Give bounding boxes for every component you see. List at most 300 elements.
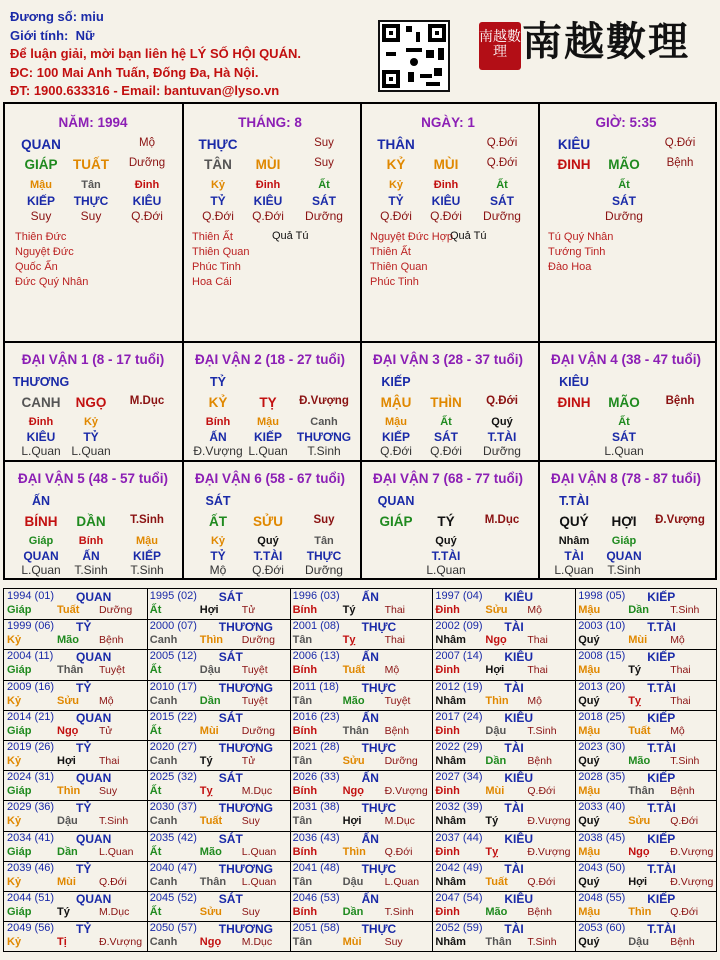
- dai-van-hidden: Bính: [78, 535, 104, 547]
- dai-van-title: ĐẠI VẬN 8 (78 - 87 tuổi): [550, 471, 702, 486]
- year-stage: Thai: [527, 664, 548, 677]
- year-stage: Đ.Vượng: [384, 785, 428, 798]
- year-branch: Tỵ: [342, 634, 356, 647]
- year-god: TÀI: [504, 680, 524, 695]
- dai-van-hidden-gods: SÁT: [612, 430, 636, 444]
- year-branch: Ngọ: [342, 785, 364, 798]
- year-stage: Bệnh: [670, 936, 695, 949]
- dai-van-god: KIÊU: [559, 375, 589, 389]
- year-branch: Thân: [342, 724, 369, 737]
- pillar-hidden: Ất: [318, 179, 330, 191]
- year-cell: [575, 831, 718, 861]
- year-cell: [4, 740, 147, 770]
- dai-van-hidden-stages-row: [5, 563, 181, 577]
- year-cell: [432, 589, 575, 619]
- dai-van-hidden-stages: L.Quan: [21, 563, 61, 577]
- pillar-cell: [538, 104, 714, 340]
- pillar-hidden-gods: SÁT: [490, 194, 514, 208]
- dai-van-stage: Q.Đới: [486, 395, 518, 407]
- year-god: THƯƠNG: [218, 680, 273, 695]
- year-stem: Canh: [149, 875, 178, 888]
- year-branch: Dần: [628, 604, 649, 616]
- year-stem: Ất: [149, 845, 162, 858]
- year-stage: M.Dục: [241, 785, 273, 798]
- year-label: 2012 (19): [435, 680, 483, 693]
- dai-van-hidden-gods: QUAN: [606, 549, 642, 563]
- year-label: 2010 (17): [149, 680, 197, 693]
- year-label: 2050 (57): [149, 922, 197, 935]
- year-cell: [290, 921, 433, 951]
- dai-van-hidden-stages-row: [5, 444, 181, 458]
- pillar-hidden-row: [5, 179, 181, 193]
- year-god: KIẾP: [647, 710, 676, 725]
- pillar-stage: Q.Đới: [486, 157, 518, 169]
- year-label: 2046 (53): [292, 892, 340, 904]
- dai-van-hidden: Tân: [314, 535, 334, 547]
- year-label: 2052 (59): [435, 922, 483, 935]
- pillar-hidden-gods: KIÊU: [253, 194, 283, 208]
- year-label: 2035 (42): [149, 831, 197, 844]
- year-label: 2028 (35): [578, 771, 626, 784]
- chart-header: [10, 8, 340, 101]
- year-god: TỶ: [76, 801, 92, 816]
- dai-van-cell: [182, 462, 358, 580]
- dai-van-god: ẤN: [31, 494, 51, 508]
- year-label: 2024 (31): [7, 771, 55, 784]
- year-god: KIẾP: [647, 831, 676, 846]
- pillar-stars: [192, 230, 249, 290]
- year-cell: [432, 800, 575, 830]
- dai-van-god: T.TÀI: [559, 494, 589, 508]
- dai-van-hidden-gods: KIẾP: [132, 549, 161, 563]
- pillar-god: QUAN: [21, 137, 61, 152]
- pillar-hidden-gods: TỶ: [388, 194, 404, 208]
- year-branch: Dần: [485, 755, 507, 767]
- year-label: 2048 (55): [578, 892, 626, 904]
- pillar-god-row: [5, 137, 181, 151]
- dai-van-hidden-gods-row: [182, 430, 358, 444]
- dai-van-stem: ĐINH: [557, 395, 591, 410]
- pillar-hidden-stages-row: [5, 209, 181, 223]
- dai-van-stem: GIÁP: [379, 514, 413, 529]
- pillar-extra-star: Quả Tú: [450, 230, 487, 242]
- year-stage: M.Dục: [99, 906, 130, 918]
- star-name: Tú Quý Nhân: [548, 231, 614, 243]
- address: ĐC: 100 Mai Anh Tuấn, Đống Đa, Hà Nội.: [10, 64, 259, 80]
- year-cell: [290, 891, 433, 921]
- pillar-stars: [548, 230, 613, 275]
- star-name: Thiên Quan: [192, 246, 250, 258]
- pillar-hidden: Kỷ: [210, 179, 226, 191]
- year-stage: Dưỡng: [241, 724, 275, 737]
- year-label: 2020 (27): [149, 741, 197, 753]
- year-branch: Thìn: [57, 785, 81, 798]
- pillar-god-note: Mộ: [139, 137, 155, 149]
- year-label: 2033 (40): [578, 801, 626, 814]
- year-cell: [575, 589, 718, 619]
- year-stem: Kỷ: [7, 815, 22, 828]
- dai-van-hidden: Ất: [440, 416, 452, 428]
- year-cell: [147, 831, 290, 861]
- dai-van-hidden-stages: Mộ: [209, 563, 227, 577]
- pillar-hidden-gods: KIÊU: [431, 194, 461, 208]
- year-label: 2011 (18): [292, 680, 339, 693]
- dai-van-hidden-gods: TỶ: [83, 430, 99, 444]
- dai-van-hidden: Nhâm: [558, 535, 590, 547]
- year-cell: [432, 891, 575, 921]
- dai-van-hidden-gods-row: [5, 430, 181, 444]
- year-stem: Ất: [149, 664, 162, 677]
- year-stem: Mậu: [578, 664, 601, 677]
- year-stem: Bính: [292, 664, 318, 677]
- year-stem: Kỷ: [7, 694, 22, 707]
- dai-van-stem-row: [5, 395, 181, 409]
- year-branch: Mão: [485, 906, 508, 918]
- year-stage: Q.Đới: [527, 875, 556, 888]
- year-branch: Thìn: [199, 634, 224, 647]
- pillar-stem: GIÁP: [24, 157, 58, 172]
- pillar-hidden-row: [538, 179, 714, 193]
- year-cell: [4, 589, 147, 619]
- pillar-stage: Bệnh: [666, 157, 694, 169]
- year-stem: Giáp: [7, 845, 32, 858]
- dai-van-hidden: Giáp: [611, 535, 637, 547]
- dai-van-cell: [5, 462, 181, 580]
- year-branch: Dần: [57, 845, 78, 858]
- dai-van-god-row: [538, 375, 714, 389]
- year-label: 2007 (14): [435, 650, 483, 663]
- pillar-cell: [5, 104, 181, 340]
- year-cell: [432, 710, 575, 740]
- year-stem: Bính: [292, 845, 318, 858]
- year-stage: Tử: [99, 724, 113, 737]
- dai-van-hidden-stages-row: [182, 444, 358, 458]
- year-stage: Bệnh: [384, 724, 410, 737]
- year-stem: Ất: [149, 604, 162, 616]
- year-label: 2041 (48): [292, 861, 340, 874]
- star-name: Thiên Ất: [192, 231, 233, 243]
- dai-van-hidden: Canh: [310, 416, 338, 428]
- year-stage: Đ.Vượng: [670, 845, 714, 858]
- year-god: THƯƠNG: [218, 861, 273, 876]
- year-branch: Mão: [57, 634, 79, 647]
- year-god: KIÊU: [504, 710, 534, 725]
- dai-van-god: QUAN: [377, 494, 415, 508]
- pillar-title: GIỜ: 5:35: [595, 115, 657, 130]
- year-stem: Canh: [149, 815, 178, 828]
- dai-van-hidden: Mậu: [385, 416, 407, 428]
- year-stem: Giáp: [7, 604, 32, 616]
- year-label: 2032 (39): [435, 801, 483, 814]
- year-branch: Ngọ: [57, 724, 79, 737]
- year-stem: Quý: [578, 694, 600, 707]
- year-branch: Ngọ: [485, 634, 507, 647]
- year-stem: Nhâm: [435, 936, 466, 949]
- dai-van-hidden: Bính: [205, 416, 231, 428]
- dai-van-title: ĐẠI VẬN 7 (68 - 77 tuổi): [372, 471, 524, 486]
- star-name: Đức Quý Nhân: [15, 276, 89, 288]
- year-stage: Q.Đới: [670, 906, 699, 918]
- year-cell: [147, 649, 290, 679]
- year-stem: Quý: [578, 936, 600, 949]
- dai-van-title: ĐẠI VẬN 1 (8 - 17 tuổi): [21, 352, 165, 367]
- year-stage: Suy: [241, 815, 260, 828]
- pillar-god: KIÊU: [557, 137, 591, 152]
- dai-van-stem-row: [182, 514, 358, 528]
- star-name: Hoa Cái: [192, 276, 232, 288]
- year-cell: [147, 770, 290, 800]
- year-label: 2005 (12): [149, 650, 197, 663]
- year-label: 2013 (20): [578, 680, 626, 693]
- year-cell: [147, 589, 290, 619]
- star-name: Đào Hoa: [548, 261, 592, 273]
- year-branch: Hợi: [628, 875, 648, 888]
- year-cell: [290, 831, 433, 861]
- year-stem: Bính: [292, 785, 318, 798]
- year-god: TỶ: [76, 620, 92, 635]
- year-cell: [432, 680, 575, 710]
- year-god: SÁT: [218, 590, 243, 604]
- year-cell: [575, 680, 718, 710]
- pillar-title: NĂM: 1994: [58, 115, 128, 130]
- year-god: THƯƠNG: [218, 922, 273, 937]
- dai-van-hidden-row: [182, 535, 358, 549]
- year-branch: Tị: [57, 936, 67, 949]
- year-stage: Tử: [241, 755, 256, 767]
- year-branch: Thìn: [342, 845, 366, 858]
- year-god: SÁT: [218, 710, 243, 725]
- year-stage: Dưỡng: [384, 755, 418, 767]
- year-branch: Tý: [57, 906, 70, 918]
- year-god: TÀI: [504, 620, 524, 635]
- year-stage: Thai: [527, 634, 548, 647]
- dai-van-hidden-stages: T.Sinh: [307, 444, 341, 458]
- dai-van-cell: [538, 343, 714, 461]
- year-stage: Dưỡng: [99, 604, 133, 616]
- year-branch: Tý: [199, 755, 213, 767]
- year-label: 1998 (05): [578, 590, 626, 602]
- dai-van-branch: TÝ: [437, 514, 455, 529]
- year-stage: Mộ: [527, 694, 542, 707]
- year-god: QUAN: [76, 771, 112, 786]
- year-branch: Thân: [485, 936, 512, 949]
- year-stage: L.Quan: [241, 875, 277, 888]
- year-branch: Tuất: [57, 604, 80, 616]
- year-cell: [4, 800, 147, 830]
- year-stem: Mậu: [578, 724, 601, 737]
- year-cell: [575, 619, 718, 649]
- year-stage: Tuyệt: [384, 694, 411, 707]
- year-stage: Đ.Vượng: [527, 845, 571, 858]
- dai-van-hidden-stages: L.Quan: [426, 563, 466, 577]
- year-cell: [147, 710, 290, 740]
- year-stem: Nhâm: [435, 875, 466, 888]
- year-god: THỰC: [361, 680, 397, 695]
- dai-van-hidden-stages: L.Quan: [604, 444, 644, 458]
- year-label: 2002 (09): [435, 620, 483, 633]
- dai-van-cell: [360, 343, 536, 461]
- seal-text: 南越數理: [479, 29, 521, 60]
- year-branch: Tý: [342, 604, 356, 616]
- year-cell: [4, 619, 147, 649]
- year-god: TÀI: [504, 922, 524, 937]
- year-stem: Giáp: [7, 785, 32, 798]
- year-god: THỰC: [361, 620, 397, 635]
- pillar-hidden: Tân: [81, 179, 101, 191]
- year-label: 2016 (23): [292, 710, 340, 723]
- star-name: Thiên Quan: [370, 261, 428, 273]
- year-stage: Mộ: [527, 604, 542, 616]
- pillar-stem-row: [360, 157, 536, 171]
- dai-van-branch: HỢI: [611, 514, 637, 529]
- year-cell: [575, 649, 718, 679]
- pillar-hidden-gods: KIẾP: [26, 194, 55, 208]
- dai-van-god-row: [5, 375, 181, 389]
- year-stem: Tân: [292, 755, 313, 767]
- year-stage: Q.Đới: [527, 785, 556, 798]
- dai-van-title: ĐẠI VẬN 2 (18 - 27 tuổi): [194, 352, 346, 367]
- year-god: T.TÀI: [647, 741, 676, 755]
- year-god: T.TÀI: [647, 620, 676, 635]
- year-branch: Mùi: [485, 785, 505, 798]
- dai-van-stem-row: [538, 514, 714, 528]
- year-cell: [290, 800, 433, 830]
- dai-van-cell: [538, 462, 714, 580]
- year-branch: Mùi: [199, 724, 219, 737]
- pillar-hidden: Ất: [496, 179, 508, 191]
- year-stem: Ất: [149, 906, 162, 918]
- year-stage: Thai: [384, 634, 406, 647]
- dai-van-stem-row: [360, 395, 536, 409]
- year-cell: [147, 800, 290, 830]
- year-label: 1997 (04): [435, 590, 483, 602]
- year-label: 2034 (41): [7, 831, 55, 844]
- pillar-hidden-gods: KIÊU: [132, 194, 162, 208]
- dai-van-hidden: Quý: [435, 535, 457, 547]
- year-god: ẤN: [361, 892, 379, 906]
- year-branch: Hợi: [199, 604, 219, 616]
- year-stem: Đinh: [435, 724, 460, 737]
- pillar-branch: TUẤT: [73, 157, 109, 172]
- year-branch: Tuất: [628, 724, 651, 737]
- gender-value: Nữ: [75, 27, 95, 43]
- pillar-hidden: Đinh: [255, 179, 281, 191]
- dai-van-hidden-gods: TÀI: [564, 549, 584, 563]
- year-god: TỶ: [76, 680, 92, 695]
- year-cell: [4, 770, 147, 800]
- dai-van-hidden-stages: Dưỡng: [483, 444, 521, 458]
- dai-van-title: ĐẠI VẬN 6 (58 - 67 tuổi): [194, 471, 346, 486]
- year-branch: Thìn: [628, 906, 652, 918]
- pillar-cell: [360, 104, 536, 340]
- pillar-hidden-gods: TỶ: [210, 194, 226, 208]
- year-stem: Ất: [149, 724, 162, 737]
- dai-van-hidden-row: [5, 416, 181, 430]
- dai-van-stem: CANH: [21, 395, 61, 410]
- pillar-extra-star: Quả Tú: [272, 230, 309, 242]
- dai-van-stem-row: [182, 395, 358, 409]
- year-branch: Mùi: [57, 875, 76, 888]
- dai-van-hidden-gods-row: [360, 430, 536, 444]
- year-branch: Tỵ: [485, 845, 499, 858]
- year-cell: [432, 649, 575, 679]
- year-stem: Canh: [149, 694, 178, 707]
- dai-van-hidden: Quý: [491, 416, 513, 428]
- year-branch: Thân: [199, 875, 227, 888]
- pillar-god-note: Q.Đới: [664, 137, 696, 149]
- year-stage: Tuyệt: [241, 664, 268, 677]
- year-label: 2022 (29): [435, 741, 483, 753]
- year-stage: Dưỡng: [241, 634, 275, 647]
- year-cell: [575, 740, 718, 770]
- dai-van-hidden: Kỷ: [210, 535, 226, 547]
- year-branch: Dần: [342, 906, 364, 918]
- year-stem: Đinh: [435, 604, 460, 616]
- dai-van-hidden-stages: L.Quan: [554, 563, 594, 577]
- dai-van-hidden-gods-row: [538, 430, 714, 444]
- year-stage: Mộ: [384, 664, 400, 677]
- year-label: 2026 (33): [292, 771, 340, 784]
- year-label: 2000 (07): [149, 620, 197, 633]
- year-branch: Sửu: [342, 755, 365, 767]
- year-branch: Hợi: [485, 664, 505, 677]
- year-god: ẤN: [361, 831, 379, 846]
- dai-van-hidden: Đinh: [28, 416, 54, 428]
- year-stem: Bính: [292, 604, 318, 616]
- gender-row: [10, 27, 340, 46]
- year-cell: [290, 740, 433, 770]
- year-label: 2042 (49): [435, 861, 483, 874]
- dai-van-cell: [182, 343, 358, 461]
- year-label: 2043 (50): [578, 861, 626, 874]
- dai-van-branch: DẦN: [76, 514, 106, 529]
- year-stage: L.Quan: [241, 845, 277, 858]
- year-stage: Q.Đới: [99, 875, 127, 888]
- dai-van-hidden-stages-row: [360, 563, 536, 577]
- year-cell: [290, 861, 433, 891]
- dai-van-hidden: Mậu: [136, 535, 158, 547]
- pillar-god-note: Q.Đới: [486, 137, 518, 149]
- year-cell: [290, 710, 433, 740]
- year-stage: T.Sinh: [384, 906, 414, 918]
- year-cell: [4, 891, 147, 921]
- year-label: 2051 (58): [292, 922, 340, 935]
- year-branch: Tuất: [199, 815, 223, 828]
- pillar-stage: Dưỡng: [128, 157, 166, 169]
- year-stage: Bệnh: [99, 634, 124, 647]
- year-stem: Kỷ: [7, 936, 22, 949]
- dai-van-god: THƯƠNG: [12, 375, 70, 389]
- dai-van-hidden: Ất: [618, 416, 630, 428]
- year-label: 2049 (56): [7, 922, 55, 935]
- dai-van-branch: SỬU: [253, 514, 283, 529]
- year-stage: Mộ: [99, 694, 114, 707]
- dai-van-title: ĐẠI VẬN 5 (48 - 57 tuổi): [17, 471, 169, 486]
- dai-van-hidden-stages: Đ.Vượng: [193, 444, 243, 458]
- year-god: SÁT: [218, 892, 243, 906]
- star-name: Phúc Tinh: [370, 276, 419, 288]
- pillar-hidden-row: [182, 179, 358, 193]
- year-cell: [147, 861, 290, 891]
- dai-van-stem-row: [360, 514, 536, 528]
- year-branch: Dậu: [57, 815, 78, 828]
- year-stem: Kỷ: [7, 634, 22, 647]
- pillar-hidden-gods-row: [360, 194, 536, 208]
- year-god: THỰC: [361, 922, 397, 937]
- year-branch: Tỵ: [199, 785, 213, 798]
- year-branch: Tuất: [485, 875, 508, 888]
- star-name: Quốc Ấn: [15, 261, 58, 273]
